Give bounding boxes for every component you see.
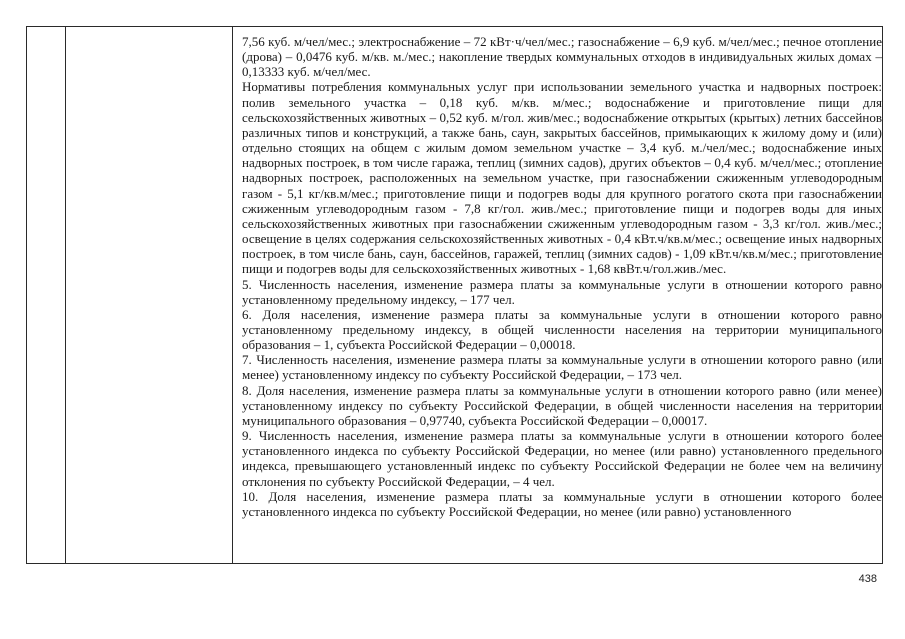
paragraph-item-10: 10. Доля населения, изменение размера платы за коммунальные услуги в отношении которого более установленного индекса по субъекту Российской Федерации, но менее (или равно) установленного: [242, 488, 882, 519]
paragraph-item-5: 5. Численность населения, изменение размера платы за коммунальные услуги в отношении которого равно установленному предельному индексу, – 177 чел.: [242, 276, 882, 307]
paragraph-item-9: 9. Численность населения, изменение размера платы за коммунальные услуги в отношении которого более установленного индекса по субъекту Российской Федерации, но менее (или равно) установленного предельного индекса, превышающего установленный индекс по субъекту Российской Федерации не более чем на величину отклонения по субъекту Российской Федерации, – 4 чел.: [242, 428, 882, 489]
document-table: [26, 26, 883, 564]
table-cell-text: [242, 34, 882, 519]
paragraph-item-8: 8. Доля населения, изменение размера платы за коммунальные услуги в отношении которого равно (или менее) установленному индексу по субъекту Российской Федерации, в общей численности населения на территории муниципального образования – 0,97740, субъекта Российской Федерации – 0,00017.: [242, 382, 882, 428]
page-number: 438: [858, 573, 877, 585]
paragraph-norms-continued: 7,56 куб. м/чел/мес.; электроснабжение – 72 кВт·ч/чел/мес.; газоснабжение – 6,9 куб. м/чел/мес.; печное отопление (дрова) – 0,0476 куб. м/кв. м./мес.; накопление твердых коммунальных отходов в индивидуальных жилых домах – 0,13333 куб. м/чел/мес.: [242, 34, 882, 80]
paragraph-land-norms: Нормативы потребления коммунальных услуг при использовании земельного участка и надворных построек: полив земельного участка – 0,18 куб. м/кв. м/мес.; водоснабжение и приготовление пищи для сельскохозяйственных животных – 0,52 куб. м/гол. жив/мес.; водоснабжение открытых (крытых) летних бассейнов различных типов и конструкций, а также бань, саун, закрытых бассейнов, примыкающих к жилому дому и (или) отдельно стоящих на общем с жилым домом земельном участке – 3,4 куб. м./чел/мес.; водоснабжение иных надворных построек, в том числе гаража, теплиц (зимних садов), других объектов – 0,4 куб. м/чел/мес.; отопление надворных построек, расположенных на земельном участке, при газоснабжении сжиженным углеводородным газом - 5,1 кг/кв.м/мес.; приготовление пищи и подогрев воды для крупного рогатого скота при газоснабжении сжиженным углеводородным газом - 7,8 кг/гол. жив./мес.; приготовление пищи и подогрев воды для иных сельскохозяйственных животных при газоснабжении сжиженным углеводородным газом - 3,3 кг/гол. жив./мес.; освещение в целях содержания сельскохозяйственных животных - 0,4 кВт.ч/кв.м/мес.; освещение иных надворных построек, в том числе бань, саун, бассейнов, гаражей, теплиц (зимних садов) - 1,09 кВт.ч/кв.м/мес.; приготовление пищи и подогрев воды для сельскохозяйственных животных - 1,68 квВт.ч/гол.жив./мес.: [242, 79, 882, 277]
paragraph-item-7: 7. Численность населения, изменение размера платы за коммунальные услуги в отношении которого равно (или менее) установленному индексу по субъекту Российской Федерации, – 173 чел.: [242, 352, 882, 383]
paragraph-item-6: 6. Доля населения, изменение размера платы за коммунальные услуги в отношении которого равно установленному предельному индексу, в общей численности населения на территории муниципального образования – 1, субъекта Российской Федерации – 0,00018.: [242, 306, 882, 353]
column-divider-2: [232, 27, 233, 563]
column-divider-1: [65, 27, 66, 563]
